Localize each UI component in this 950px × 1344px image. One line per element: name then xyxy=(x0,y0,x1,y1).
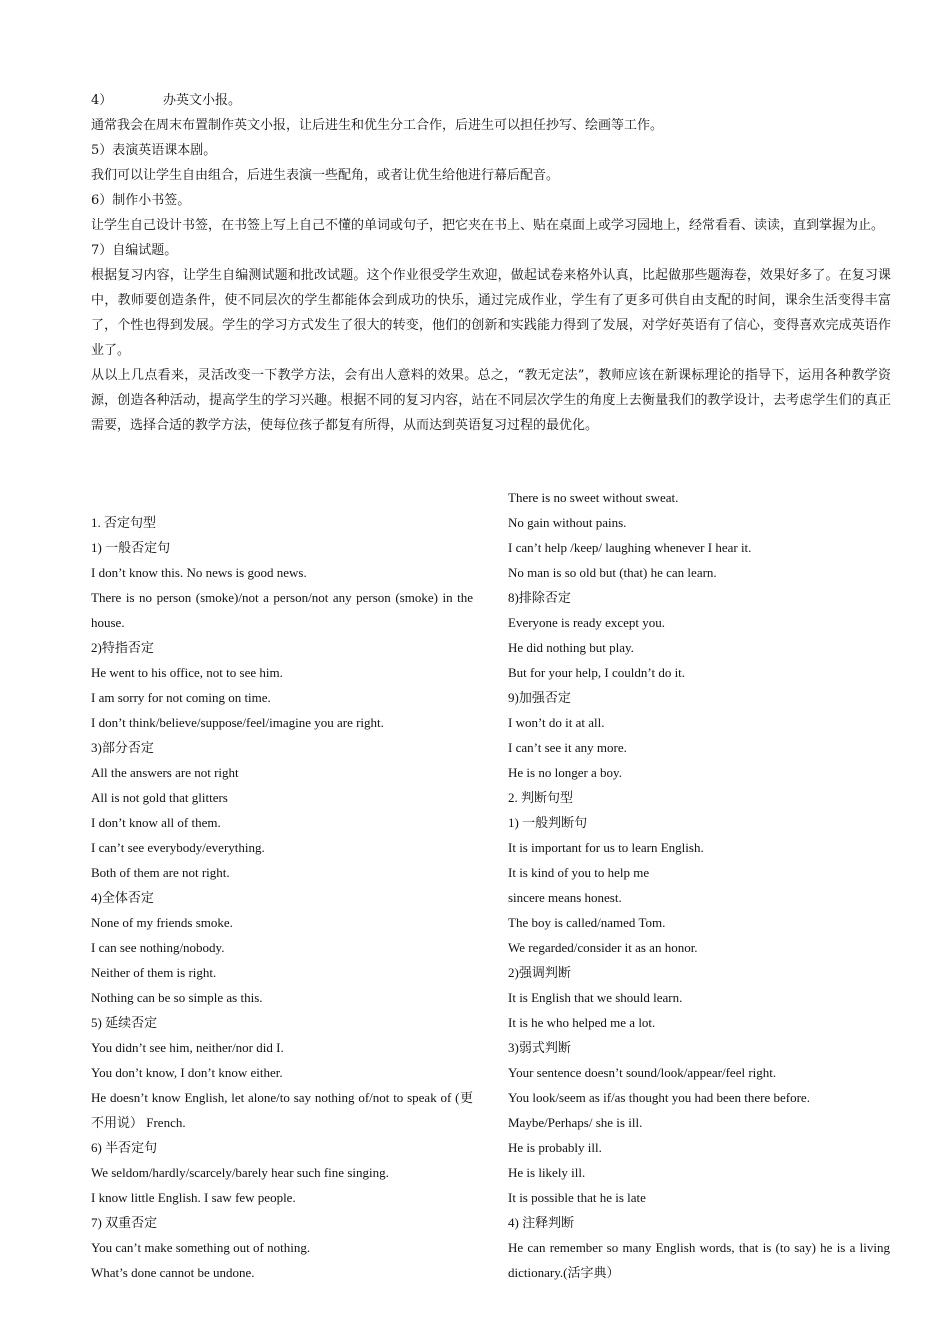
line: 6) 半否定句 xyxy=(91,1140,158,1155)
line: 2. 判断句型 xyxy=(508,790,574,805)
line: I can’t see it any more. xyxy=(508,740,627,755)
line: I don’t know this. No news is good news. xyxy=(91,565,307,580)
line: It is English that we should learn. xyxy=(508,990,683,1005)
line: What’s done cannot be undone. xyxy=(91,1265,255,1280)
line: He did nothing but play. xyxy=(508,640,634,655)
line: I can see nothing/nobody. xyxy=(91,940,225,955)
intro-paragraph: 我们可以让学生自由组合，后进生表演一些配角，或者让优生给他进行幕后配音。 xyxy=(91,168,560,183)
line: 1) 一般否定句 xyxy=(91,540,171,555)
line: Nothing can be so simple as this. xyxy=(91,990,263,1005)
line: 2)特指否定 xyxy=(91,640,154,655)
line: 1. 否定句型 xyxy=(91,515,157,530)
line: 5) 延续否定 xyxy=(91,1015,158,1030)
line: We seldom/hardly/scarcely/barely hear such fine singing. xyxy=(91,1165,389,1180)
intro-item-5: 5）表演英语课本剧。 xyxy=(91,143,217,158)
line: Neither of them is right. xyxy=(91,965,217,980)
line: 2)强调判断 xyxy=(508,965,571,980)
line: I don’t think/believe/suppose/feel/imagine you are right. xyxy=(91,715,384,730)
line: Both of them are not right. xyxy=(91,865,230,880)
line: He can remember so many English words, that is (to say) he is a living dictionary.(活字典） xyxy=(508,1240,890,1280)
item-number: 4） xyxy=(91,93,113,108)
right-column xyxy=(508,485,890,1285)
line: 3)部分否定 xyxy=(91,740,154,755)
line: 4) 注释判断 xyxy=(508,1215,575,1230)
line: No man is so old but (that) he can learn. xyxy=(508,565,717,580)
line: He is likely ill. xyxy=(508,1165,586,1180)
intro-section xyxy=(91,88,891,438)
line: The boy is called/named Tom. xyxy=(508,915,666,930)
intro-paragraph: 让学生自己设计书签，在书签上写上自己不懂的单词或句子，把它夹在书上、贴在桌面上或学习园地上，经常看看、读读，直到掌握为止。 xyxy=(91,218,885,233)
line: We regarded/consider it as an honor. xyxy=(508,940,698,955)
line: But for your help, I couldn’t do it. xyxy=(508,665,686,680)
line: I can’t see everybody/everything. xyxy=(91,840,265,855)
line: 8)排除否定 xyxy=(508,590,571,605)
intro-item-6: 6）制作小书签。 xyxy=(91,193,191,208)
intro-paragraph: 通常我会在周末布置制作英文小报，让后进生和优生分工合作，后进生可以担任抄写、绘画等工作。 xyxy=(91,118,664,133)
line: 4)全体否定 xyxy=(91,890,154,905)
intro-paragraph: 根据复习内容，让学生自编测试题和批改试题。这个作业很受学生欢迎，做起试卷来格外认真，比起做那些题海卷，效果好多了。在复习课中，教师要创造条件，使不同层次的学生都能体会到成功的快乐，通过完成作业，学生有了更多可供自由支配的时间，课余生活变得丰富了，个性也得到发展。学生的学习方式发生了很大的转变，他们的创新和实践能力得到了发展，对学好英语有了信心，变得喜欢完成英语作业了。 xyxy=(91,268,891,358)
line: No gain without pains. xyxy=(508,515,627,530)
item-title: 办英文小报。 xyxy=(163,93,242,108)
line: You look/seem as if/as thought you had been there before. xyxy=(508,1090,810,1105)
line: All the answers are not right xyxy=(91,765,239,780)
line: You don’t know, I don’t know either. xyxy=(91,1065,283,1080)
line: He is probably ill. xyxy=(508,1140,602,1155)
line: 1) 一般判断句 xyxy=(508,815,588,830)
intro-item-7: 7）自编试题。 xyxy=(91,243,178,258)
left-column xyxy=(91,510,473,1285)
line: sincere means honest. xyxy=(508,890,622,905)
line: Maybe/Perhaps/ she is ill. xyxy=(508,1115,643,1130)
line: 9)加强否定 xyxy=(508,690,571,705)
line: There is no sweet without sweat. xyxy=(508,490,679,505)
line: He went to his office, not to see him. xyxy=(91,665,283,680)
line: I won’t do it at all. xyxy=(508,715,605,730)
line: You can’t make something out of nothing. xyxy=(91,1240,311,1255)
line: Your sentence doesn’t sound/look/appear/feel right. xyxy=(508,1065,777,1080)
line: I don’t know all of them. xyxy=(91,815,221,830)
line: 3)弱式判断 xyxy=(508,1040,571,1055)
line: I am sorry for not coming on time. xyxy=(91,690,271,705)
line: 7) 双重否定 xyxy=(91,1215,158,1230)
line: All is not gold that glitters xyxy=(91,790,228,805)
line: He doesn’t know English, let alone/to say nothing of/not to speak of (更不用说） French. xyxy=(91,1090,473,1130)
line: It is kind of you to help me xyxy=(508,865,650,880)
line: I can’t help /keep/ laughing whenever I hear it. xyxy=(508,540,752,555)
line: None of my friends smoke. xyxy=(91,915,233,930)
line: I know little English. I saw few people. xyxy=(91,1190,296,1205)
line: It is important for us to learn English. xyxy=(508,840,704,855)
intro-conclusion: 从以上几点看来，灵活改变一下教学方法，会有出人意料的效果。总之，“教无定法”，教师应该在新课标理论的指导下，运用各种教学资源，创造各种活动，提高学生的学习兴趣。根据不同的复习内容，站在不同层次学生的角度上去衡量我们的教学设计，去考虑学生们的真正需要，选择合适的教学方法，使每位孩子都复有所得，从而达到英语复习过程的最优化。 xyxy=(91,368,891,433)
line: There is no person (smoke)/not a person/not any person (smoke) in the house. xyxy=(91,590,473,630)
line: It is he who helped me a lot. xyxy=(508,1015,656,1030)
line: It is possible that he is late xyxy=(508,1190,646,1205)
line: Everyone is ready except you. xyxy=(508,615,666,630)
line: You didn’t see him, neither/nor did I. xyxy=(91,1040,284,1055)
intro-item-4 xyxy=(91,88,891,113)
line: He is no longer a boy. xyxy=(508,765,622,780)
